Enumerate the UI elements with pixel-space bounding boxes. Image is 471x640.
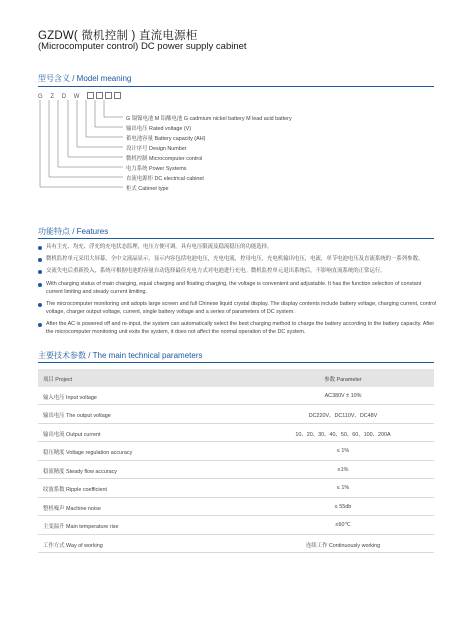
table-header-project: 项目 Project	[43, 377, 73, 383]
bullet-icon	[38, 283, 42, 287]
table-header-row	[38, 369, 434, 387]
connector-line	[104, 100, 123, 117]
model-meaning-item: 直流电源柜 DC electrical cabinet	[126, 176, 204, 182]
row-parameter: 连续工作 Continuously working	[305, 542, 381, 549]
parameters-divider	[38, 362, 434, 363]
model-code-letter: W	[73, 94, 83, 100]
table-row	[38, 498, 434, 517]
row-project: 输出电流 Output current	[43, 431, 101, 438]
row-parameter: AC380V ± 10%	[324, 392, 362, 399]
page-subtitle: (Microcomputer control) DC power supply cabinet	[38, 41, 247, 52]
connector-line	[77, 100, 123, 147]
feature-item: 具有主充、均充、浮充的充电状态监理，电压方便可调。具有电压限流及稳流稳压的功能选择。	[38, 244, 438, 252]
row-project: 稳流精度 Steady flow accuracy	[43, 468, 117, 475]
row-project: 纹波系数 Ripple coefficient	[43, 487, 108, 493]
connector-line	[40, 100, 123, 187]
row-parameter: ≤ 55db	[334, 503, 352, 510]
table-row	[38, 516, 434, 535]
model-meaning-item: 电力系统 Power Systems	[126, 166, 187, 172]
bullet-icon	[38, 303, 42, 307]
bullet-icon	[38, 246, 42, 250]
connector-line	[68, 100, 123, 157]
feature-item: 微机监控单元采用大屏幕，全中文液晶显示，显示内容包括电池电压，充电电流，控母电压，充电机输出电压，电流，单节电池电压及直流系统的一系列参数。	[38, 256, 438, 264]
table-row	[38, 387, 434, 406]
row-parameter: DC220V、DC110V、DC48V	[308, 413, 378, 419]
row-project: 整机噪声 Machine noise	[43, 505, 101, 512]
model-meaning-item: 微机控制 Microcomputer control	[126, 156, 203, 162]
row-parameter: ≤1%	[337, 466, 349, 473]
row-parameter: ≤60℃	[335, 522, 351, 528]
model-meaning-title: 型号含义 / Model meaning	[38, 74, 132, 83]
table-row	[38, 405, 434, 424]
model-code-letter: G	[38, 94, 46, 100]
model-code-letter: D	[61, 94, 70, 100]
row-parameter: 10、20、30、40、50、60、100、200A	[295, 431, 391, 438]
model-meaning-item: 输出电压 Rated voltage (V)	[126, 126, 192, 132]
row-parameter: ≤ 1%	[336, 448, 350, 454]
table-row	[38, 442, 434, 461]
model-meaning-item: G 镉镍电池 M 铅酸电池 G cadmium nickel battery M lead acid battery	[126, 116, 292, 122]
model-meaning-item: 设计序号 Design Number	[126, 146, 187, 152]
row-parameter: ≤ 1%	[336, 485, 350, 491]
bullet-icon	[38, 323, 42, 327]
parameters-table	[38, 369, 434, 553]
row-project: 稳压精度 Voltage regulation accuracy	[43, 450, 133, 456]
row-project: 输出电压 The output voltage	[43, 413, 111, 419]
feature-item: With charging status of main charging, equal charging and floating charging, the voltage is convenient and adjustable. It has the function selection of constant current limiting and steady current limiting.	[38, 281, 438, 296]
parameters-title: 主要技术参数 / The main technical parameters	[38, 351, 203, 360]
table-header-parameter: 参数 Parameter	[324, 377, 362, 383]
feature-item: After the AC is powered off and re-input, the system can automatically select the best charging method to charge the battery according to the battery capacity. After the microcomputer monitoring unit exits the system, it does not affect the normal operation of the DC system.	[38, 321, 438, 336]
model-meaning-item: 蓄电池容量 Battery capacity (AH)	[126, 136, 206, 142]
features-title: 功能特点 / Features	[38, 227, 109, 236]
features-divider	[38, 238, 434, 239]
row-project: 输入电压 Input voltage	[43, 394, 97, 401]
table-row	[38, 424, 434, 443]
table-row	[38, 461, 434, 480]
table-row	[38, 479, 434, 498]
table-row	[38, 535, 434, 554]
connector-line	[95, 100, 123, 127]
row-project: 工作方式 Way of working	[43, 542, 103, 549]
feature-item: The microcomputer monitoring unit adopts large screen and full Chinese liquid crystal display. The display contents include battery voltage, charging current, control voltage, charger output voltage, current, single battery voltage and a series of parameters of DC system.	[38, 301, 438, 316]
row-project: 主变温升 Main temperature rise	[43, 524, 119, 530]
bullet-icon	[38, 270, 42, 274]
page-title: GZDW( 微机控制 ) 直流电源柜	[38, 30, 198, 42]
bullet-icon	[38, 258, 42, 262]
model-meaning-item: 柜式 Cabinet type	[126, 186, 169, 192]
feature-item: 交流失电后重新投入，系统可根据电池的容量自动选择最佳充电方式对电池进行充电。微机监控单元退出系统后，不影响直流系统的正常运行。	[38, 268, 438, 276]
connector-line	[86, 100, 123, 137]
model-code-letter: Z	[50, 94, 58, 100]
